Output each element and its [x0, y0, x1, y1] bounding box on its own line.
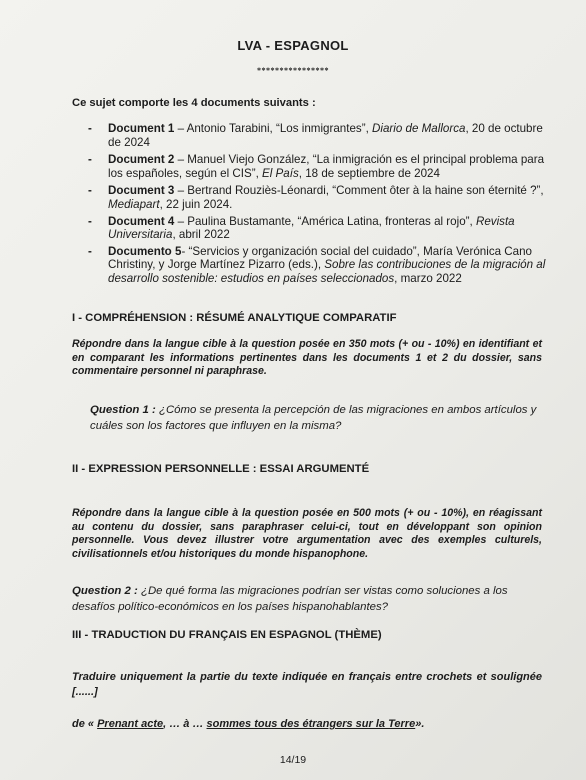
- document-source: Mediapart: [108, 197, 160, 211]
- document-item: [88, 215, 548, 242]
- section-instruction-translation: Traduire uniquement la partie du texte indiquée en français entre crochets et soulignée [......]: [72, 671, 542, 698]
- list-bullet: -: [88, 214, 92, 228]
- document-item: [88, 245, 548, 286]
- document-date: , marzo 2022: [394, 271, 462, 285]
- range-middle: , … à …: [163, 718, 207, 730]
- document-text: Paulina Bustamante, “América Latina, fronteras al rojo”,: [187, 214, 476, 228]
- document-item: [88, 184, 548, 211]
- document-text: Antonio Tarabini, “Los inmigrantes”,: [186, 122, 373, 135]
- separator-stars: ****************: [257, 66, 329, 75]
- question-text: ¿Cómo se presenta la percepción de las migraciones en ambos artículos y cuáles son los factores que influyen en la misma?: [90, 404, 537, 432]
- document-label: Document 2: [108, 153, 175, 167]
- list-bullet: -: [88, 122, 92, 135]
- document-text: Bertrand Rouziès-Léonardi, “Comment ôter à la haine son éternité ?”,: [187, 184, 544, 198]
- document-item: [88, 153, 548, 180]
- section-heading-comprehension: I - COMPRÉHENSION : RÉSUMÉ ANALYTIQUE COMPARATIF: [72, 312, 397, 324]
- document-label: Documento 5: [108, 244, 182, 258]
- question-label: Question 1 :: [90, 404, 156, 416]
- question-1: [90, 403, 550, 434]
- document-source: Revista Universitaria: [108, 214, 515, 242]
- range-start: Prenant acte: [97, 718, 164, 730]
- document-list: [88, 122, 548, 286]
- page-number: 14/19: [279, 754, 307, 766]
- document-item: [88, 122, 548, 149]
- document-date: , 20 de octubre de 2024: [108, 122, 543, 149]
- document-separator: –: [174, 122, 187, 135]
- document-source: Sobre las contribuciones de la migración al desarrollo sostenible: estudios en países seleccionados: [108, 258, 546, 285]
- document-source: Diario de Mallorca: [372, 122, 466, 135]
- document-date: , abril 2022: [172, 228, 230, 242]
- question-text: ¿De qué forma las migraciones podrían ser vistas como soluciones a los desafíos político-económicos en los países hispanohablantes?: [72, 585, 508, 613]
- range-suffix: ».: [415, 718, 425, 730]
- document-separator: –: [174, 214, 188, 228]
- translation-range: [72, 718, 424, 730]
- document-text: Manuel Viejo González, “La inmigración es el principal problema para los españoles, según el CIS”,: [108, 153, 545, 180]
- section-heading-expression: II - EXPRESSION PERSONNELLE : ESSAI ARGUMENTÉ: [72, 463, 370, 475]
- document-label: Document 1: [108, 122, 175, 135]
- document-date: , 18 de septiembre de 2024: [298, 166, 440, 180]
- document-source: El País: [262, 166, 299, 180]
- range-prefix: de «: [72, 718, 98, 730]
- section-heading-translation: III - TRADUCTION DU FRANÇAIS EN ESPAGNOL (THÈME): [72, 629, 382, 641]
- document-separator: –: [174, 153, 188, 167]
- list-bullet: -: [88, 153, 92, 167]
- document-separator: -: [181, 244, 189, 258]
- document-separator: –: [174, 184, 188, 198]
- document-label: Document 3: [108, 184, 175, 198]
- section-instruction-comprehension: Répondre dans la langue cible à la question posée en 350 mots (+ ou - 10%) en identifiant et en comparant les informations pertinentes dans les documents 1 et 2 du dossier, sans commentaire personnel ni paraphrase.: [72, 338, 542, 378]
- document-date: , 22 juin 2024.: [159, 197, 233, 211]
- page-title: LVA - ESPAGNOL: [237, 38, 349, 53]
- document-label: Document 4: [108, 214, 175, 228]
- document-text: “Servicios y organización social del cuidado”, María Verónica Cano Christiny, y Jorge Martínez Pizarro (eds.),: [108, 244, 533, 272]
- question-2: [72, 584, 542, 615]
- question-label: Question 2 :: [72, 585, 138, 597]
- range-end: sommes tous des étrangers sur la Terre: [206, 718, 416, 730]
- section-instruction-expression: Répondre dans la langue cible à la question posée en 500 mots (+ ou - 10%), en réagissant au contenu du dossier, sans paraphraser celui-ci, tout en développant son opinion personnelle. Vous devez illustrer votre argumentation avec des exemples culturels, civilisationnels et/ou historiques du monde hispanophone.: [72, 507, 542, 560]
- list-bullet: -: [88, 184, 92, 198]
- intro-text: Ce sujet comporte les 4 documents suivants :: [72, 97, 316, 109]
- list-bullet: -: [88, 244, 92, 258]
